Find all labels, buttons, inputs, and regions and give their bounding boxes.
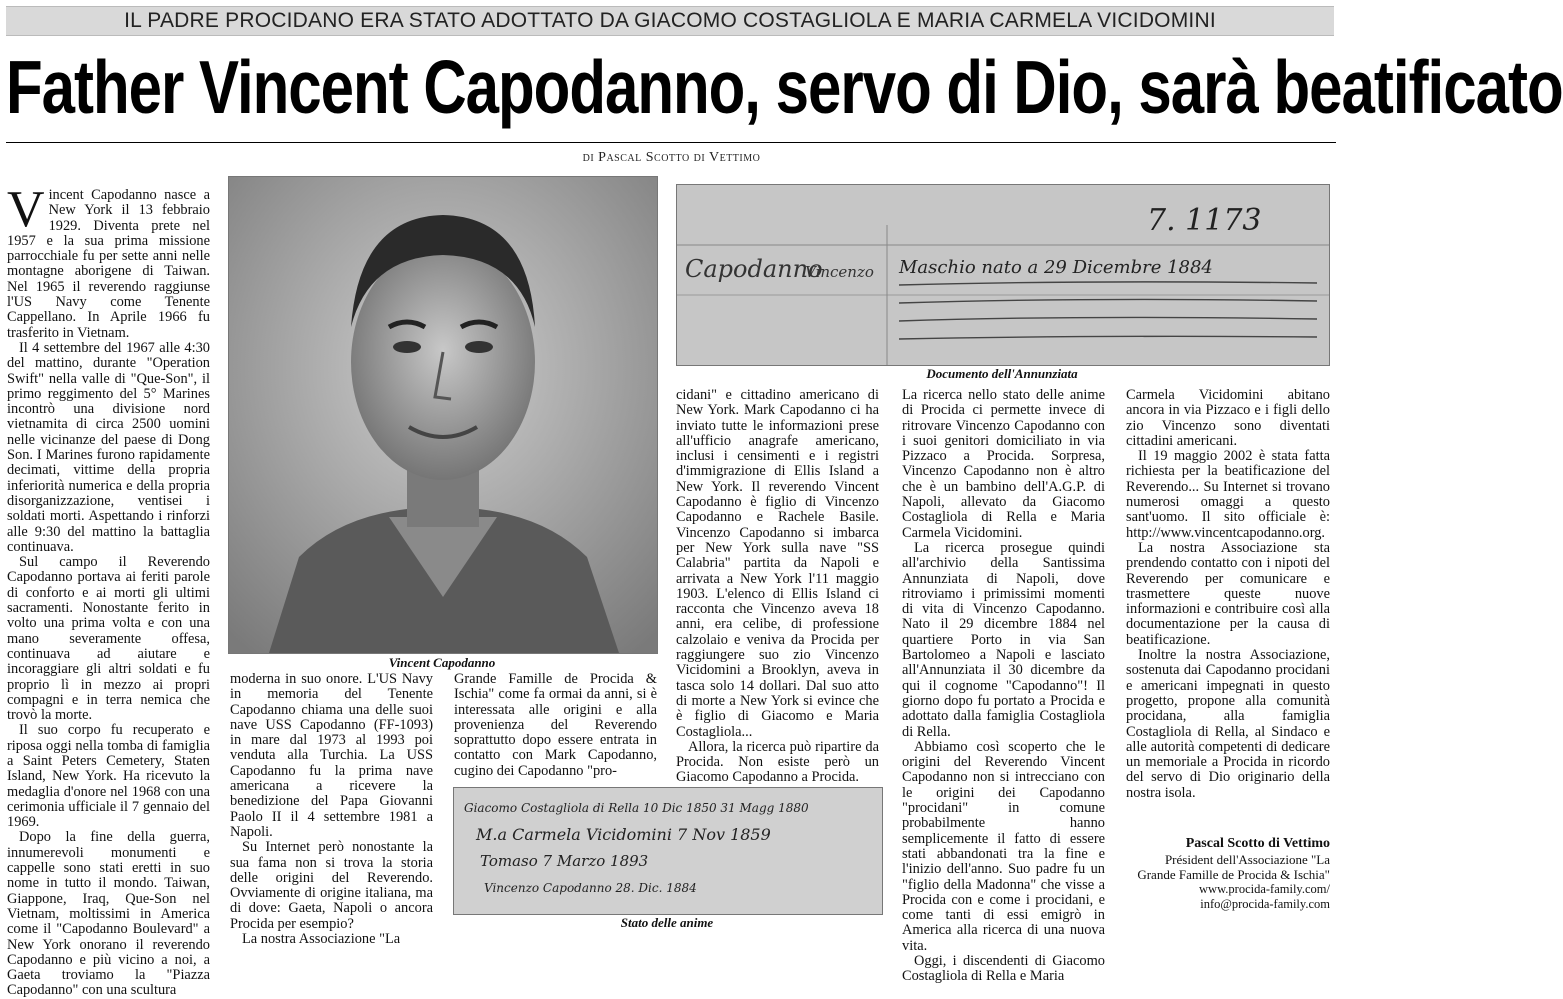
document-caption: Documento dell'Annunziata [926,366,1078,381]
portrait-photo [228,176,658,654]
paragraph: Su Internet però nonostante la sua fama non si trova la storia delle origini del Reverendo. Ovviamente di origine italiana, ma di dove: Gaeta, Napoli o ancora Procida per esempio? [230,839,433,932]
paragraph: Inoltre la nostra Associazione, sostenuta dai Capodanno procidani e americani impegnati in questo progetto, propone alla comunità procidana, alla famiglia Costagliola di Rella, al Sindaco e alle autorità competenti di dedicare un memoriale a Procida in ricordo del servo di Dio originario della nostra isola. [1126,647,1330,801]
paragraph: Dopo la fine della guerra, innumerevoli monumenti e cappelle sono stati eretti in suo nome in tutto il mondo. Taiwan, Giappone, Iraq, Que-Son nel Vietnam, moltissimi in America come il "Capodanno Boulevard" a New York onorano il reverendo Capodanno e più vicino a noi, a Gaeta troviamo la "Piazza Capodanno" con una scultura [7,829,210,999]
paragraph: La nostra Associazione "La [242,931,401,948]
annunziata-document-photo [676,184,1330,366]
paragraph: moderna in suo onore. L'US Navy in memoria del Tenente Capodanno chiama una delle suoi nave USS Capodanno (FF-1093) in mare dal 1973 al 1993 poi venduta alla Turchia. La USS Capodanno fu la prima nave americana a ricevere la benedizione del Papa Giovanni Paolo II il 4 settembre 1981 a Napoli. [230,671,433,840]
paragraph: Oggi, i discendenti di Giacomo Costagliola di Rella e Maria [902,952,1105,985]
paragraph: Allora, la ricerca può ripartire da Procida. Non esiste però un Giacomo Capodanno a Procida. [676,738,879,786]
article-column-6 [1126,388,1330,828]
register-photo [453,787,883,915]
document-number: 7. 1173 [1147,203,1262,238]
article-column-3 [454,672,657,782]
drop-cap: V [7,181,45,238]
register-line: Giacomo Costagliola di Rella 10 Dic 1850 31 Magg 1880 [464,801,809,815]
paragraph: Carmela Vicidomini abitano ancora in via Pizzaco e i figli dello zio Vincenzo sono diventati cittadini americani. [1126,387,1330,449]
portrait-illustration [229,177,657,653]
paragraph: Grande Famille de Procida & Ischia" come fa ormai da anni, si è interessata alle origini e alla provenienza del Reverendo soprattutto dopo essere entrata in contatto con Mark Capodanno, cugino dei Capodanno "pro- [454,671,657,779]
paragraph: cidani" e cittadino americano di New York. Mark Capodanno ci ha inviato tutte le informazioni prese all'ufficio anagrafe americano, inclusi i censimenti e i registri d'immigrazione di Ellis Island a New York. Il reverendo Vincent Capodanno è figlio di Vincenzo Capodanno e Rachele Basile. Vincenzo Capodanno si imbarca per New York sulla nave "SS Calabria" partita da Napoli e arrivata a New York l'11 maggio 1903. L'elenco di Ellis Island ci racconta che Vincenzo aveva 18 anni, era celibe, di professione calzolaio e veniva da Procida per raggiungere suo zio Vincenzo Vicidomini a Brooklyn, aveva in tasca solo 14 dollari. Dal suo atto di morte a New York si evince che è figlio di Giacomo e Maria Costagliola... [676,387,879,740]
paragraph: Il 19 maggio 2002 è stata fatta richiesta per la beatificazione del Reverendo... Su Internet si trovano numerosi omaggi a questo sant'uomo. Il sito officiale è: http://www.vincentcapodanno.org. [1126,448,1330,541]
signature-name: Pascal Scotto di Vettimo [1185,836,1330,851]
register-illustration [454,788,882,914]
portrait-caption: Vincent Capodanno [388,655,496,670]
register-line: Vincenzo Capodanno 28. Dic. 1884 [484,881,697,895]
register-line: M.a Carmela Vicidomini 7 Nov 1859 [476,825,771,844]
signature-website: www.procida-family.com/ [1199,882,1330,896]
article-column-2 [230,671,433,948]
paragraph: Il suo corpo fu recuperato e riposa oggi nella tomba di famiglia a Saint Peters Cemetery, Staten Island, New York. Ha ricevuto la medaglia d'onore nel 1968 con una cerimonia ufficiale il 7 gennaio del 1969. [7,722,210,831]
document-note: Maschio nato a 29 Dicembre 1884 [899,257,1213,278]
headline: Father Vincent Capodanno, servo di Dio, sarà beatificato [6,45,1563,130]
headline-rule [6,142,1336,143]
paragraph: Il 4 settembre del 1967 alle 4:30 del mattino, durante "Operation Swift" nella valle di "Que-Son", il primo reggimento del 5° Marines incontrò una divisione nord vietnamita di circa 2500 uomini nelle vicinanze del paese di Dong Son. I Marines furono rapidamente decimati, vittime della propria inferiorità numerica e della propria disorganizzazione, ventisei i soldati morti. Aspettando i rinforzi alle 9:30 del mattino la battaglia continuava. [7,339,210,555]
document-illustration [677,185,1329,365]
signature-role: Président dell'Associazione "La Grande Famille de Procida & Ischia" [1137,852,1330,882]
article-column-4 [676,387,879,786]
register-caption: Stato delle anime [620,915,714,930]
paragraph: Sul campo il Reverendo Capodanno portava ai feriti parole di conforto e ai morti gli ultimi sacramenti. Nonostante ferito in volto una prima volta e con una mano severamente offesa, continuava ad aiutare e incoraggiare gli altri soldati e fu proprio lì in mezzo ai propri compagni e in terra nemica che trovò la morte. [7,554,210,724]
document-surname: Capodanno [685,255,823,283]
kicker: IL PADRE PROCIDANO ERA STATO ADOTTATO DA GIACOMO COSTAGLIOLA E MARIA CARMELA VICIDOMINI [6,6,1334,36]
paragraph: La ricerca prosegue quindi all'archivio della Santissima Annunziata di Napoli, dove ritroviamo i primissimi momenti di vita di Vincenzo Capodanno. Nato il 29 dicembre 1884 nel quartiere Porto in via San Bartolomeo a Napoli e lasciato all'Annunziata il 30 dicembre da qui il cognome "Capodanno"! Il giorno dopo fu portato a Procida e adottato dalla famiglia Costagliola di Rella. [902,539,1105,740]
article-column-1 [7,181,210,999]
article-column-5 [902,387,1105,985]
paragraph: incent Capodanno nasce a New York il 13 febbraio 1929. Diventa prete nel 1957 e la sua prima missione parrocchiale fu per sette anni nelle montagne aborigene di Taiwan. Nel 1965 il reverendo raggiunse l'US Navy come Tenente Cappellano. In Aprile 1966 fu trasferito in Vietnam. [7,187,210,341]
register-line: Tomaso 7 Marzo 1893 [480,852,649,870]
paragraph: Abbiamo così scoperto che le origini del Reverendo Vincent Capodanno non si intrecciano con le origini dei Capodanno "procidani" in comune probabilmente hanno semplicemente il fatto di essere stati abbandonati tra la fine e l'inizio dell'anno. Suo padre fu un "figlio della Madonna" che visse a Procida con e come i procidani, e come tanti di essi emigrò in America alla ricerca di una nuova vita. [902,738,1105,954]
paragraph: La nostra Associazione sta prendendo contatto con i nipoti del Reverendo per comunicare e trasmettere queste nuove informazioni e contribuire così alla documentazione per la causa di beatificazione. [1126,539,1330,648]
signature-email: info@procida-family.com [1200,897,1330,911]
byline: di Pascal Scotto di Vettimo [582,150,761,165]
document-given-name: Vincenzo [805,263,874,281]
paragraph: La ricerca nello stato delle anime di Procida ci permette invece di ritrovare Vincenzo Capodanno con i suoi genitori domiciliato in via Pizzaco a Procida. Sorpresa, Vincenzo Capodanno non è altro che è un bambino dell'A.G.P. di Napoli, allevato da Giacomo Costagliola di Rella e Maria Carmela Vicidomini. [902,387,1105,541]
signature-block [1126,836,1330,912]
